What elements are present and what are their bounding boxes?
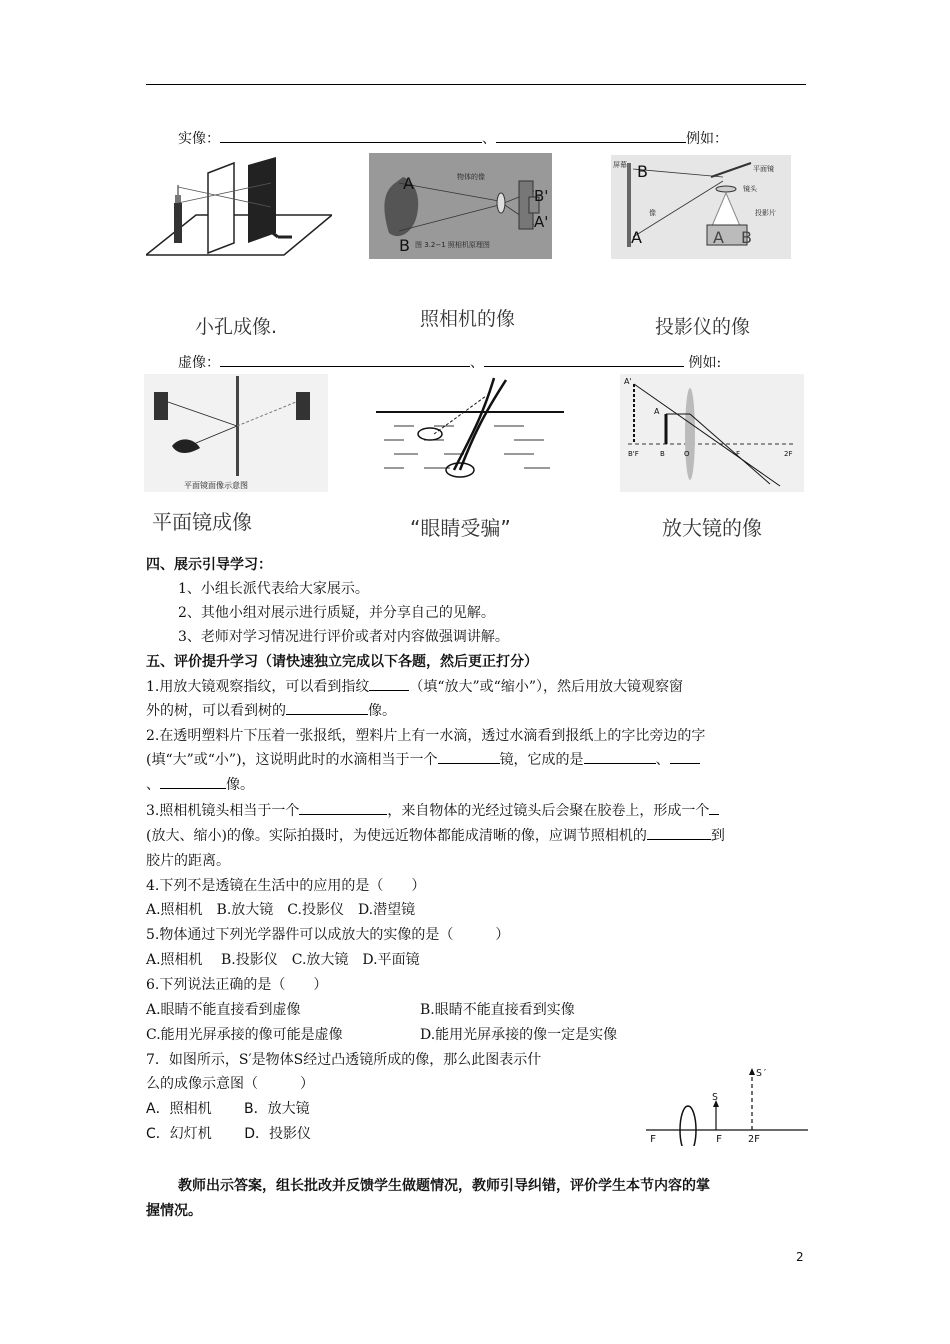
label-f: F bbox=[736, 450, 741, 458]
q2-text: 镜，它成的是 bbox=[499, 752, 584, 768]
caption-pinhole: 小孔成像. bbox=[195, 316, 278, 338]
question-3-line1 bbox=[146, 800, 719, 820]
section4-title: 四、展示引导学习： bbox=[146, 557, 272, 573]
page-number: 2 bbox=[796, 1250, 804, 1264]
q3-text: (放大、缩小)的像。实际拍摄时，为使远近物体都能成清晰的像，应调节照相机的 bbox=[146, 828, 647, 844]
label-a-prime: A' bbox=[534, 213, 549, 231]
lens-label: 镜头 bbox=[743, 185, 757, 193]
question-6-option-d: D.能用光屏承接的像一定是实像 bbox=[420, 1027, 618, 1043]
example-label: 例如： bbox=[686, 131, 728, 147]
section5-title: 五、评价提升学习（请快速独立完成以下各题，然后更正打分） bbox=[146, 654, 538, 670]
question-1-line2 bbox=[146, 700, 396, 720]
question-7-options-cd: C．幻灯机 D．投影仪 bbox=[146, 1126, 312, 1142]
blank bbox=[160, 774, 226, 789]
q1-text: （填“放大”或“缩小”），然后用放大镜观察窗 bbox=[409, 679, 683, 695]
q2-text: 、 bbox=[655, 752, 670, 768]
blank bbox=[369, 676, 409, 691]
label-s: S bbox=[712, 1092, 719, 1103]
caption-magnifier: 放大镜的像 bbox=[662, 516, 762, 540]
label-b-prime: B' bbox=[534, 187, 549, 205]
label-2f: 2F bbox=[784, 450, 793, 458]
q2-text: 、 bbox=[146, 777, 160, 793]
q3-text: 3.照相机镜头相当于一个 bbox=[146, 803, 300, 819]
question-2-line2 bbox=[146, 749, 700, 769]
separator: 、 bbox=[470, 355, 484, 371]
header-rule bbox=[146, 84, 806, 85]
real-image-label: 实像： bbox=[178, 131, 220, 147]
label-f-left: F bbox=[650, 1134, 657, 1145]
virtual-image-line bbox=[178, 352, 721, 372]
section4-item: 2、其他小组对展示进行质疑，并分享自己的见解。 bbox=[178, 605, 495, 621]
label-a-prime: A' bbox=[624, 377, 632, 386]
virtual-image-label: 虚像： bbox=[178, 355, 220, 371]
question-7-line1: 7．如图所示，S′是物体S经过凸透镜所成的像，那么此图表示什 bbox=[146, 1052, 542, 1068]
blank bbox=[670, 749, 700, 764]
blank bbox=[220, 352, 470, 367]
blank bbox=[286, 700, 368, 715]
subject-label: 物体的像 bbox=[457, 173, 485, 181]
q1-text: 外的树，可以看到树的 bbox=[146, 703, 286, 719]
slide-label: 投影片 bbox=[755, 209, 776, 217]
magnifier-figure bbox=[620, 374, 804, 492]
label-s-prime: S′ bbox=[756, 1068, 769, 1079]
question-2-line1: 2.在透明塑料片下压着一张报纸，塑料片上有一水滴，透过水滴看到报纸上的字比旁边的字 bbox=[146, 728, 706, 744]
caption-camera: 照相机的像 bbox=[420, 308, 516, 330]
question-5-options: A.照相机 B.投影仪 C.放大镜 D.平面镜 bbox=[146, 952, 420, 968]
mirror-label: 平面镜 bbox=[753, 165, 774, 173]
question-7-line2: 么的成像示意图（ ） bbox=[146, 1076, 314, 1092]
q3-text: ，来自物体的光经过镜头后会聚在胶卷上，形成一个 bbox=[387, 803, 710, 819]
label-a: A bbox=[403, 174, 414, 193]
question-5: 5.物体通过下列光学器件可以成放大的实像的是（ ） bbox=[146, 927, 510, 943]
section4-item: 3、老师对学习情况进行评价或者对内容做强调讲解。 bbox=[178, 629, 509, 645]
caption-plane-mirror: 平面镜成像 bbox=[152, 510, 252, 534]
plane-mirror-figure bbox=[144, 374, 328, 492]
projector-figure bbox=[611, 155, 791, 259]
label-a-bottom: A bbox=[713, 228, 724, 247]
fish-figure bbox=[374, 374, 566, 490]
lens-figure bbox=[644, 1062, 810, 1146]
q3-text: 到 bbox=[710, 828, 725, 844]
label-b-prime: B'F bbox=[628, 450, 639, 458]
mirror-caption: 平面镜面像示意图 bbox=[184, 481, 248, 490]
label-o: O bbox=[684, 450, 690, 458]
section4-item: 1、小组长派代表给大家展示。 bbox=[178, 581, 369, 597]
blank bbox=[299, 800, 387, 815]
question-3-line3: 胶片的距离。 bbox=[146, 853, 230, 869]
image-label: 像 bbox=[649, 209, 656, 217]
real-image-line bbox=[178, 128, 728, 148]
label-f-right: F bbox=[716, 1134, 723, 1145]
closing-line2: 握情况。 bbox=[146, 1203, 202, 1219]
pinhole-figure bbox=[146, 155, 332, 263]
camera-caption: 图 3.2−1 照相机原理图 bbox=[415, 241, 490, 249]
separator: 、 bbox=[482, 131, 496, 147]
question-4: 4.下列不是透镜在生活中的应用的是（ ） bbox=[146, 878, 426, 894]
q2-text: 像。 bbox=[226, 777, 254, 793]
label-a: A bbox=[654, 407, 660, 416]
question-7-options-ab: A．照相机 B．放大镜 bbox=[146, 1101, 310, 1117]
blank bbox=[438, 749, 500, 764]
label-b-bottom: B bbox=[741, 228, 752, 247]
blank bbox=[496, 128, 686, 143]
caption-projector: 投影仪的像 bbox=[655, 316, 751, 338]
blank bbox=[220, 128, 482, 143]
label-b: B bbox=[660, 450, 665, 458]
question-6-option-a: A.眼睛不能直接看到虚像 bbox=[146, 1002, 301, 1018]
question-6-option-c: C.能用光屏承接的像可能是虚像 bbox=[146, 1027, 343, 1043]
question-6: 6.下列说法正确的是（ ） bbox=[146, 977, 328, 993]
question-2-line3 bbox=[146, 774, 254, 794]
blank bbox=[709, 800, 719, 815]
q2-text: (填“大”或“小”)，这说明此时的水滴相当于一个 bbox=[146, 752, 438, 768]
caption-eye-deceived: “眼睛受骗” bbox=[410, 516, 511, 540]
label-b: B bbox=[399, 236, 410, 255]
q1-text: 像。 bbox=[368, 703, 396, 719]
question-6-option-b: B.眼睛不能直接看到实像 bbox=[420, 1002, 575, 1018]
question-1-line1 bbox=[146, 676, 683, 696]
q1-text: 1.用放大镜观察指纹，可以看到指纹 bbox=[146, 679, 370, 695]
closing-line1: 教师出示答案，组长批改并反馈学生做题情况，教师引导纠错，评价学生本节内容的掌 bbox=[178, 1178, 710, 1194]
blank bbox=[484, 352, 684, 367]
camera-figure bbox=[369, 153, 552, 259]
label-b: B bbox=[637, 162, 648, 181]
label-2f: 2F bbox=[748, 1134, 761, 1145]
question-3-line2 bbox=[146, 825, 725, 845]
example-label: 例如: bbox=[688, 355, 722, 371]
blank bbox=[584, 749, 656, 764]
screen-label: 屏幕 bbox=[613, 161, 627, 169]
label-a: A bbox=[631, 228, 642, 247]
question-4-options: A.照相机 B.放大镜 C.投影仪 D.潜望镜 bbox=[146, 902, 416, 918]
blank bbox=[647, 825, 711, 840]
